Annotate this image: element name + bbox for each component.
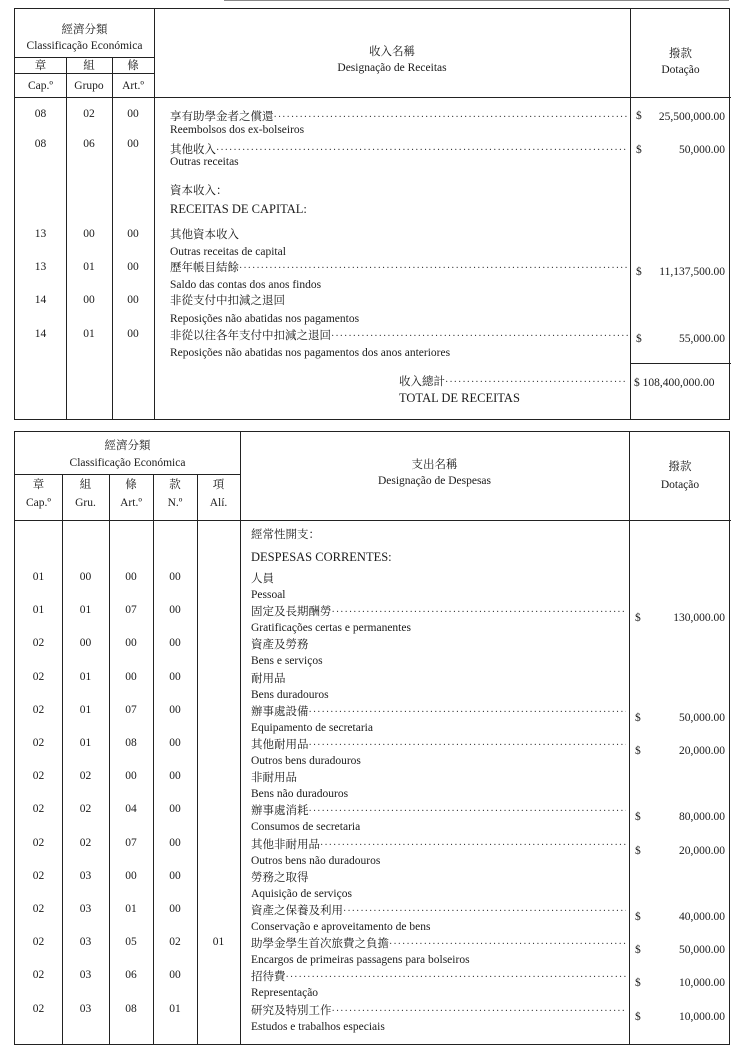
amount: 40,000.00 <box>679 911 725 923</box>
cell-grp: 01 <box>79 604 92 617</box>
row-desc-zh: 人員 <box>251 573 274 585</box>
row-desc-zh: 非從支付中扣減之退回 <box>170 295 285 307</box>
cell-art: 00 <box>127 328 139 340</box>
row-desc-pt: Equipamento de secretaria <box>251 721 373 734</box>
cell-num: 00 <box>169 803 181 816</box>
header-bottom-rule <box>15 520 731 521</box>
row-desc-zh: 固定及長期酬勞 ····· <box>251 605 626 620</box>
cell-cap: 02 <box>32 903 45 915</box>
row-divider <box>15 474 240 475</box>
col-divider <box>153 474 154 1044</box>
col-ali-zh: 項 <box>212 479 225 491</box>
total-label-pt: TOTAL DE RECEITAS <box>399 391 520 405</box>
class-title-pt: Classificação Económica <box>26 40 143 52</box>
row-desc-pt: Outros bens duradouros <box>251 755 361 767</box>
dotacao-title-zh: 撥款 <box>668 461 692 473</box>
cell-art: 04 <box>125 803 137 816</box>
row-divider <box>15 57 154 58</box>
row-desc-zh: 其他非耐用品 ····· <box>251 838 626 853</box>
designation-title-zh: 支出名稱 <box>411 459 458 471</box>
row-desc-pt: Saldo das contas dos anos findos <box>170 279 322 291</box>
designation-title-zh: 收入名稱 <box>369 46 415 58</box>
row-desc-pt: Pessoal <box>251 589 286 601</box>
cell-cap: 13 <box>34 228 47 240</box>
col-divider <box>240 432 241 1044</box>
cell-grp: 00 <box>83 294 95 306</box>
cell-cap: 02 <box>32 936 45 949</box>
cell-grp: 01 <box>79 737 92 749</box>
amount: 80,000.00 <box>679 811 725 824</box>
amount: 50,000.00 <box>679 144 725 156</box>
cell-art: 08 <box>125 1002 137 1015</box>
cell-cap: 02 <box>32 1002 45 1015</box>
cell-cap: 01 <box>32 571 45 583</box>
col-grp-zh: 組 <box>79 479 92 491</box>
header-bottom-rule <box>15 97 731 98</box>
section-title-zh: 資本收入： <box>170 185 228 197</box>
cell-cap: 02 <box>32 869 45 882</box>
col-grp-pt: Gru. <box>75 497 96 509</box>
total-label-zh: 收入總計 ····· <box>399 375 628 390</box>
row-desc-zh: 辦事處設備 ····· <box>251 705 626 720</box>
dotacao-title-pt: Dotação <box>660 479 700 491</box>
cell-num: 01 <box>169 1002 181 1015</box>
section-title-pt: DESPESAS CORRENTES: <box>251 550 392 564</box>
cell-art: 00 <box>125 770 137 783</box>
cell-num: 00 <box>169 571 181 583</box>
cell-art: 00 <box>125 869 137 882</box>
col-grp-zh: 組 <box>83 60 95 72</box>
cell-cap: 14 <box>34 328 47 340</box>
total-top-rule <box>630 363 731 364</box>
cell-num: 00 <box>169 604 181 617</box>
row-desc-zh: 資產及勞務 <box>251 639 309 652</box>
currency: $ <box>635 745 641 757</box>
cell-grp: 03 <box>79 903 92 915</box>
cell-grp: 03 <box>79 969 92 982</box>
cell-grp: 03 <box>79 936 92 949</box>
cell-art: 05 <box>125 936 137 949</box>
currency: $ <box>636 333 642 345</box>
receitas-table <box>14 8 730 420</box>
amount: 11,137,500.00 <box>659 266 725 278</box>
col-num-pt: N.º <box>167 497 183 509</box>
row-desc-zh: 其他收入 ····· <box>170 143 628 158</box>
cell-cap: 02 <box>32 803 45 816</box>
currency: $ <box>635 711 641 724</box>
row-desc-pt: Bens não duradouros <box>251 788 349 801</box>
row-desc-pt: Estudos e trabalhos especiais <box>251 1020 385 1033</box>
class-title-pt: Classificação Económica <box>69 457 186 469</box>
col-grp-pt: Grupo <box>74 80 104 92</box>
dotacao-title-zh: 撥款 <box>669 48 692 60</box>
cell-grp: 06 <box>83 138 95 150</box>
amount: 50,000.00 <box>679 711 725 724</box>
cell-art: 08 <box>125 737 137 749</box>
cell-art: 00 <box>125 571 137 583</box>
cell-grp: 03 <box>79 1002 92 1015</box>
col-ali-pt: Alí. <box>209 497 228 509</box>
row-desc-zh: 其他資本收入 <box>170 229 239 241</box>
cell-grp: 00 <box>79 571 92 583</box>
amount: 55,000.00 <box>679 333 725 345</box>
row-desc-zh: 勞務之取得 <box>251 871 309 884</box>
cell-cap: 02 <box>32 969 45 982</box>
currency: $ <box>636 110 642 122</box>
cell-num: 00 <box>169 670 181 683</box>
row-desc-pt: Consumos de secretaria <box>251 821 361 834</box>
class-title-zh: 經濟分類 <box>61 24 108 36</box>
col-art-zh: 條 <box>125 479 137 491</box>
row-desc-pt: Outros bens não duradouros <box>251 854 381 867</box>
cell-cap: 02 <box>32 836 45 849</box>
section-title-zh: 經常性開支： <box>251 529 320 541</box>
row-desc-zh: 其他耐用品 ····· <box>251 738 626 753</box>
currency: $ <box>635 844 641 857</box>
col-cap-pt: Cap.º <box>26 497 51 509</box>
col-art-zh: 條 <box>127 60 139 72</box>
row-desc-zh: 研究及特別工作 ····· <box>251 1004 626 1019</box>
row-desc-zh: 歷年帳目結餘 ····· <box>170 261 628 276</box>
row-desc-pt: Bens e serviços <box>251 655 323 668</box>
page-top-rule <box>224 0 729 1</box>
cell-cap: 13 <box>34 261 47 273</box>
cell-art: 06 <box>125 969 137 982</box>
cell-art: 00 <box>127 138 139 150</box>
cell-grp: 01 <box>83 328 95 340</box>
col-divider <box>197 474 198 1044</box>
amount: 20,000.00 <box>679 844 725 857</box>
row-desc-zh: 助學金學生首次旅費之負擔 ····· <box>251 937 626 952</box>
col-divider <box>62 474 63 1044</box>
section-title-pt: RECEITAS DE CAPITAL: <box>170 202 307 216</box>
cell-grp: 00 <box>79 637 92 650</box>
row-desc-zh: 辦事處消耗 ····· <box>251 804 626 819</box>
currency: $ <box>635 911 641 923</box>
cell-cap: 02 <box>32 670 45 683</box>
cell-grp: 02 <box>79 803 92 816</box>
cell-cap: 01 <box>32 604 45 617</box>
cell-num: 00 <box>169 737 181 749</box>
col-cap-zh: 章 <box>34 60 47 72</box>
amount: 130,000.00 <box>673 612 725 625</box>
col-art-pt: Art.º <box>122 80 144 92</box>
row-desc-pt: Reposições não abatidas nos pagamentos dos anos anteriores <box>170 347 451 359</box>
cell-art: 07 <box>125 604 137 617</box>
cell-art: 00 <box>125 637 137 650</box>
row-divider <box>15 73 154 74</box>
cell-cap: 02 <box>32 637 45 650</box>
cell-art: 00 <box>127 108 139 120</box>
cell-art: 07 <box>125 836 137 849</box>
cell-art: 00 <box>125 670 137 683</box>
currency: $ <box>635 612 641 625</box>
cell-art: 00 <box>127 261 139 273</box>
cell-grp: 01 <box>79 703 92 716</box>
despesas-table <box>14 431 730 1045</box>
col-num-zh: 款 <box>169 479 181 491</box>
cell-cap: 02 <box>32 703 45 716</box>
cell-grp: 02 <box>83 108 95 120</box>
row-desc-zh: 非耐用品 <box>251 772 297 785</box>
cell-cap: 02 <box>32 770 45 783</box>
designation-title-pt: Designação de Despesas <box>377 475 492 487</box>
currency: $ <box>635 811 641 824</box>
cell-grp: 01 <box>83 261 95 273</box>
col-cap-pt: Cap.º <box>28 80 53 92</box>
row-desc-zh: 資產之保養及利用 ····· <box>251 904 626 919</box>
cell-grp: 02 <box>79 770 92 783</box>
class-title-zh: 經濟分類 <box>104 440 151 452</box>
row-desc-pt: Conservação e aproveitamento de bens <box>251 921 431 933</box>
row-desc-pt: Reposições não abatidas nos pagamentos <box>170 313 360 325</box>
cell-cap: 08 <box>34 138 47 150</box>
cell-num: 00 <box>169 637 181 650</box>
cell-art: 07 <box>125 703 137 716</box>
currency: $ <box>635 944 641 957</box>
row-desc-pt: Outras receitas de capital <box>170 246 286 258</box>
row-desc-pt: Representação <box>251 987 319 1000</box>
cell-art: 00 <box>127 294 139 306</box>
row-desc-pt: Reembolsos dos ex-bolseiros <box>170 124 305 136</box>
row-desc-zh: 招待費 ····· <box>251 970 626 985</box>
cell-cap: 02 <box>32 737 45 749</box>
col-cap-zh: 章 <box>32 479 45 491</box>
currency: $ <box>636 144 642 156</box>
cell-grp: 03 <box>79 869 92 882</box>
row-desc-pt: Bens duradouros <box>251 688 329 701</box>
row-desc-pt: Gratificações certas e permanentes <box>251 622 411 635</box>
row-desc-zh: 享有助學金者之償還 ····· <box>170 110 628 125</box>
cell-cap: 08 <box>34 108 47 120</box>
row-desc-zh: 耐用品 <box>251 672 286 685</box>
cell-art: 00 <box>127 228 139 240</box>
amount: 20,000.00 <box>679 745 725 757</box>
col-divider <box>629 432 630 1044</box>
dotacao-title-pt: Dotação <box>661 64 700 76</box>
cell-art: 01 <box>125 903 137 915</box>
cell-num: 00 <box>169 703 181 716</box>
col-art-pt: Art.º <box>120 497 142 509</box>
col-divider <box>109 474 110 1044</box>
cell-grp: 02 <box>79 836 92 849</box>
cell-num: 00 <box>169 770 181 783</box>
cell-num: 00 <box>169 969 181 982</box>
row-desc-zh: 非從以往各年支付中扣減之退回 ····· <box>170 329 628 344</box>
cell-grp: 00 <box>83 228 95 240</box>
cell-num: 00 <box>169 869 181 882</box>
cell-num: 00 <box>169 903 181 915</box>
amount: 10,000.00 <box>679 1010 725 1023</box>
currency: $ <box>635 1010 641 1023</box>
currency: $ <box>635 977 641 990</box>
total-amount: $ 108,400,000.00 <box>634 377 715 389</box>
currency: $ <box>636 266 642 278</box>
cell-ali: 01 <box>212 936 225 949</box>
amount: 10,000.00 <box>679 977 725 990</box>
designation-title-pt: Designação de Receitas <box>337 62 447 74</box>
row-desc-pt: Aquisição de serviços <box>251 887 352 900</box>
row-desc-pt: Outras receitas <box>170 156 239 168</box>
cell-cap: 14 <box>34 294 47 306</box>
cell-num: 00 <box>169 836 181 849</box>
cell-grp: 01 <box>79 670 92 683</box>
amount: 50,000.00 <box>679 944 725 957</box>
cell-num: 02 <box>169 936 181 949</box>
amount: 25,500,000.00 <box>658 111 725 123</box>
row-desc-pt: Encargos de primeiras passagens para bolseiros <box>251 954 470 967</box>
